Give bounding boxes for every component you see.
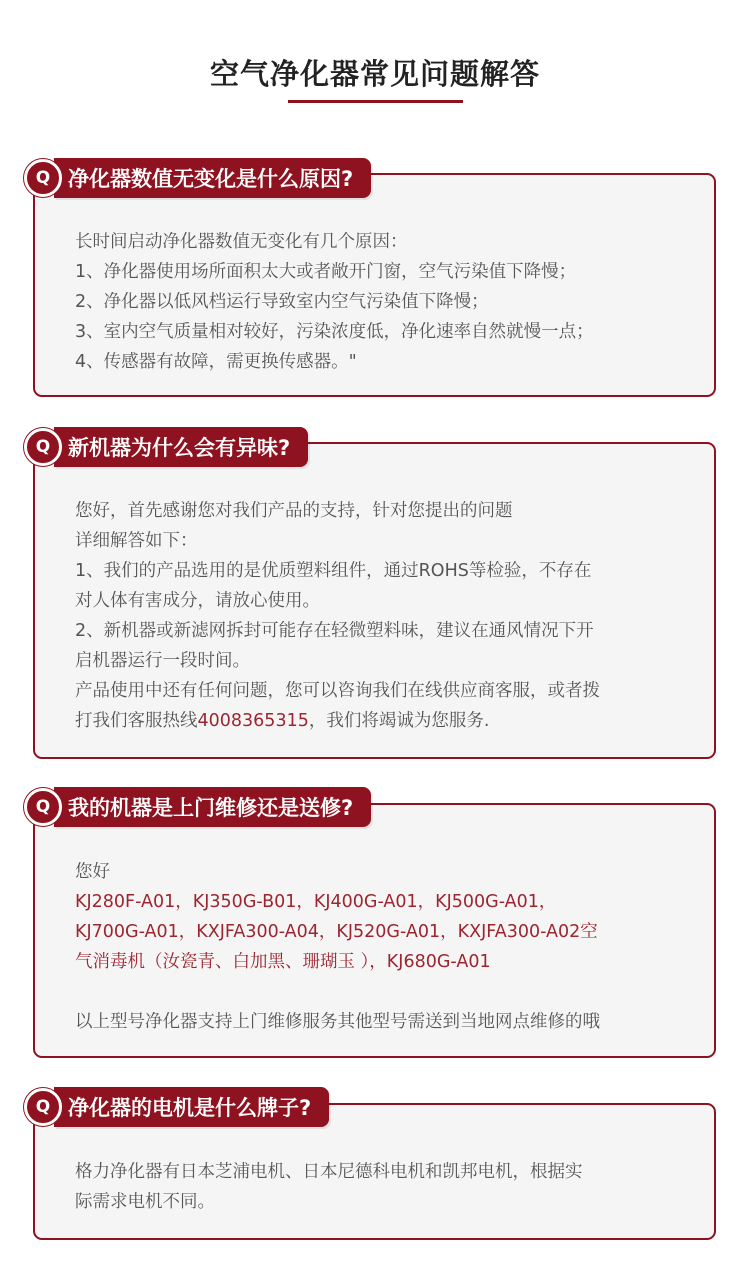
faq-1-body	[75, 227, 696, 377]
faq-2-question-tab	[24, 427, 308, 467]
faq-2-question: 新机器为什么会有异味?	[54, 427, 308, 467]
faq-3-spacer	[75, 977, 696, 1007]
faq-2-hotline-suffix: ，我们将竭诚为您服务.	[308, 711, 490, 731]
faq-2-line-5: 2、新机器或新滤网拆封可能存在轻微塑料味，建议在通风情况下开	[75, 621, 594, 641]
faq-4-line-2: 际需求电机不同。	[75, 1192, 215, 1212]
faq-4-body	[75, 1157, 696, 1217]
q-badge: Q	[24, 788, 62, 826]
faq-2-hotline-prefix: 打我们客服热线	[75, 711, 198, 731]
faq-2-line-4: 对人体有害成分，请放心使用。	[75, 591, 320, 611]
q-badge: Q	[24, 428, 62, 466]
faq-2-line-3: 1、我们的产品选用的是优质塑料组件，通过ROHS等检验，不存在	[75, 561, 592, 581]
faq-card-3	[33, 803, 716, 1058]
faq-3-models-line-1: KJ280F-A01，KJ350G-B01，KJ400G-A01，KJ500G-A01，	[75, 892, 557, 912]
faq-1-line-2: 1、净化器使用场所面积太大或者敞开门窗，空气污染值下降慢；	[75, 262, 577, 282]
faq-3-body	[75, 857, 696, 1037]
faq-2-line-1: 您好，首先感谢您对我们产品的支持，针对您提出的问题	[75, 501, 513, 521]
faq-2-line-7: 产品使用中还有任何问题，您可以咨询我们在线供应商客服，或者拨	[75, 681, 600, 701]
faq-1-line-3: 2、净化器以低风档运行导致室内空气污染值下降慢；	[75, 292, 489, 312]
faq-2-line-6: 启机器运行一段时间。	[75, 651, 250, 671]
faq-4-line-1: 格力净化器有日本芝浦电机、日本尼德科电机和凯邦电机，根据实	[75, 1162, 583, 1182]
faq-3-models-line-2: KJ700G-A01，KXJFA300-A04，KJ520G-A01，KXJFA300-A02空	[75, 922, 598, 942]
faq-1-line-1: 长时间启动净化器数值无变化有几个原因：	[75, 232, 408, 252]
faq-3-greeting: 您好	[75, 862, 110, 882]
faq-4-question-tab	[24, 1087, 329, 1127]
faq-4-question: 净化器的电机是什么牌子?	[54, 1087, 329, 1127]
faq-card-2	[33, 442, 716, 759]
faq-3-models-line-3: 气消毒机（汝瓷青、白加黑、珊瑚玉 ），KJ680G-A01	[75, 952, 491, 972]
page-title: 空气净化器常见问题解答	[209, 57, 540, 91]
hotline-number[interactable]: 4008365315	[197, 711, 309, 731]
faq-2-body	[75, 496, 696, 736]
faq-3-note: 以上型号净化器支持上门维修服务其他型号需送到当地网点维修的哦	[75, 1012, 600, 1032]
faq-2-line-8	[75, 706, 696, 736]
title-underline	[288, 100, 463, 103]
q-badge: Q	[24, 159, 62, 197]
faq-3-question-tab	[24, 787, 371, 827]
faq-3-question: 我的机器是上门维修还是送修?	[54, 787, 371, 827]
faq-card-1	[33, 173, 716, 397]
faq-1-question: 净化器数值无变化是什么原因?	[54, 158, 371, 198]
faq-1-line-4: 3、室内空气质量相对较好，污染浓度低，净化速率自然就慢一点；	[75, 322, 594, 342]
faq-2-line-2: 详细解答如下：	[75, 531, 198, 551]
q-badge: Q	[24, 1088, 62, 1126]
faq-1-line-5: 4、传感器有故障，需更换传感器。"	[75, 352, 357, 372]
faq-1-question-tab	[24, 158, 371, 198]
